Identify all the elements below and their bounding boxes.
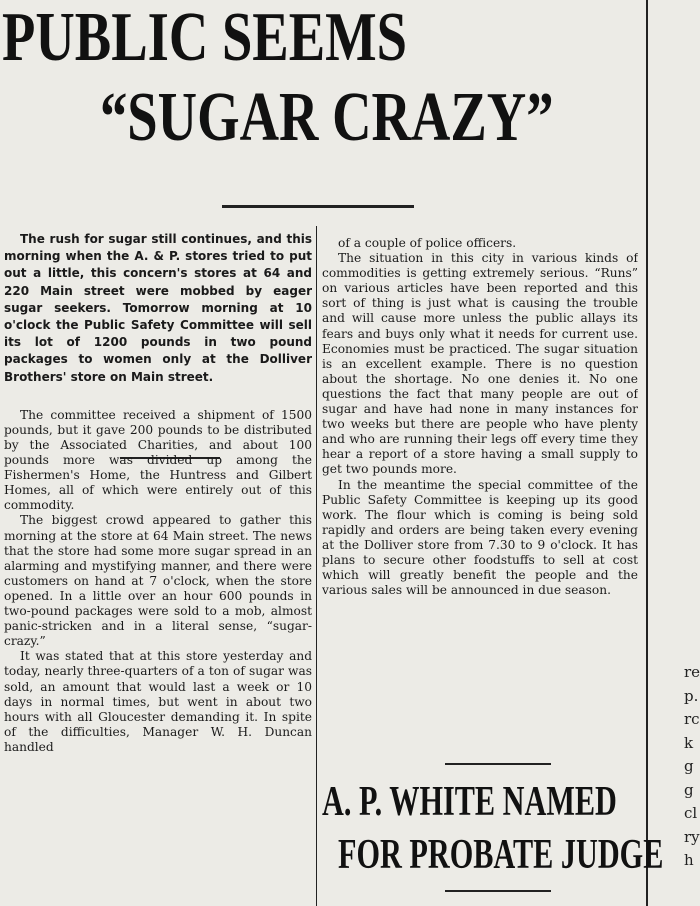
- fragment-text: g: [684, 780, 694, 799]
- column1-paragraph: The biggest crowd appeared to gather this morning at the store at 64 Main street. The news that the store had some more sugar spread in an alarming and mystifying manner, and there were customers on hand at 7 o'clock, when the store opened. In a little over an hour 600 pounds in two-pound packages were sold to a mob, almost panic-stricken and in a literal sense, “sugar-crazy.”: [4, 513, 312, 649]
- column2-paragraph: The situation in this city in various kinds of commodities is getting extremely serious. “Runs” on various articles have been reported and this sort of thing is just what is causing the trouble and will cause more unless the public allays its fears and buys only what it needs for current use. Economies must be practiced. The sugar situation is an excellent example. There is no question about the shortage. No one denies it. No one questions the fact that many people are out of sugar and have had none in many instances for two weeks but there are people who have plenty and who are running their legs off every time they hear a report of a store having a small supply to get two pounds more.: [322, 251, 638, 477]
- fragment-text: ry: [684, 827, 700, 846]
- subhead-line-1: A. P. WHITE NAMED: [322, 779, 617, 825]
- column1-paragraph: It was stated that at this store yesterday and today, nearly three-quarters of a ton of sugar was sold, an amount that would last a week or 10 days in normal times, but went in about two hours with all Gloucester demanding it. In spite of the difficulties, Manager W. H. Duncan handled: [4, 649, 312, 754]
- column1-paragraph: The committee received a shipment of 1500 pounds, but it gave 200 pounds to be distributed by the Associated Charities, and about 100 pounds more was divided up among the Fishermen's Home, the Huntress and Gilbert Homes, all of which were entirely out of this commodity.: [4, 407, 312, 513]
- adjacent-column-fragment: [684, 660, 700, 872]
- fragment-text: k: [684, 733, 694, 752]
- fragment-text: re: [684, 663, 700, 681]
- subhead-rule-top: [445, 763, 551, 765]
- subhead-rule-bottom: [445, 890, 551, 892]
- headline-line-2: “SUGAR CRAZY”: [100, 79, 554, 156]
- headline-rule: [222, 205, 414, 208]
- column2-paragraph: In the meantime the special committee of the Public Safety Committee is keeping up its good work. The flour which is coming is being sold rapidly and orders are being taken every evening at the Dolliver store from 7.30 to 9 o'clock. It has plans to secure other foodstuffs to sell at cost which will greatly benefit the people and the various sales will be announced in due season.: [322, 477, 638, 598]
- headline-line-1: PUBLIC SEEMS: [2, 0, 408, 76]
- column2-paragraph: of a couple of police officers.: [338, 236, 517, 250]
- column-divider: [316, 226, 317, 906]
- fragment-text: p.: [684, 686, 699, 705]
- article-column-2: [322, 236, 638, 756]
- lead-gap: [4, 386, 312, 408]
- right-edge-rule: [646, 0, 648, 906]
- subhead-line-2: FOR PROBATE JUDGE: [338, 832, 664, 878]
- fragment-text: h: [684, 851, 694, 869]
- article-column-1: [4, 231, 312, 906]
- lead-paragraph: The rush for sugar still continues, and this morning when the A. & P. stores tried to put out a little, this concern's stores at 64 and 220 Main street were mobbed by eager sugar seekers. Tomorrow morning at 10 o'clock the Public Safety Committee will sell its lot of 1200 pounds in two pound packages to women only at the Dolliver Brothers' store on Main street.: [4, 232, 312, 384]
- fragment-text: cl: [684, 804, 698, 822]
- fragment-text: rc: [684, 710, 700, 728]
- fragment-text: g: [684, 757, 694, 775]
